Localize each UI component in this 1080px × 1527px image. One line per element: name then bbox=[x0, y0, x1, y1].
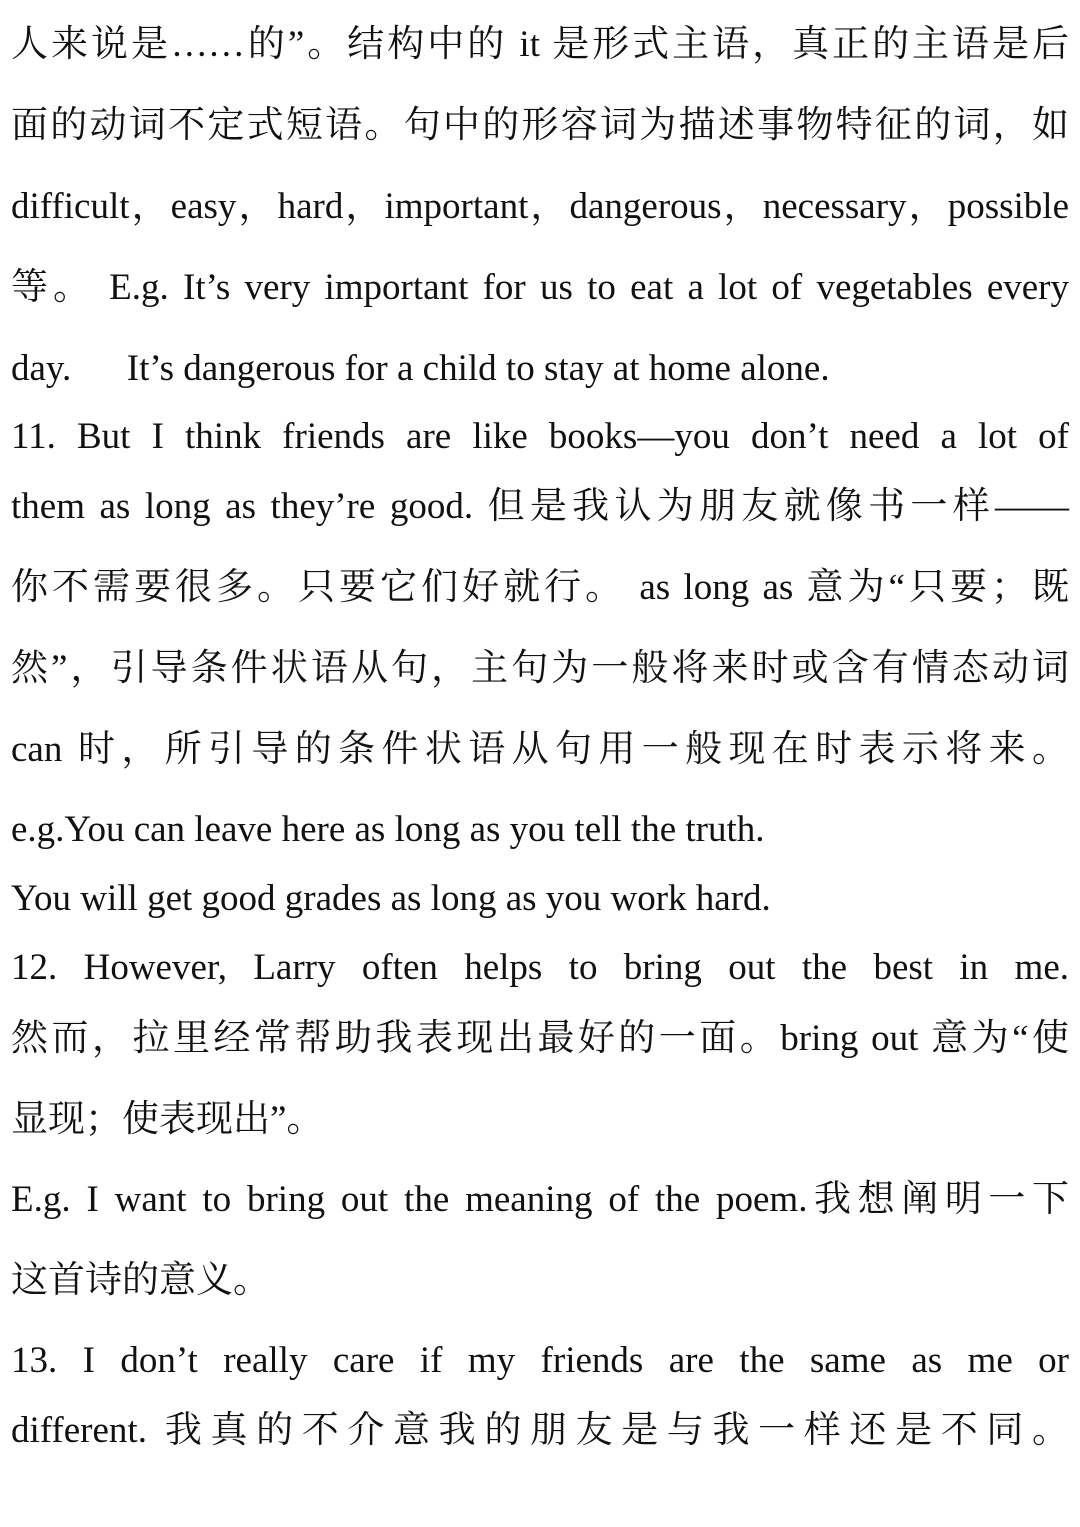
text-line: 然”，引导条件状语从句，主句为一般将来时或含有情态动词 bbox=[11, 648, 1069, 689]
text-line: 然而，拉里经常帮助我表现出最好的一面。bring out 意为“使 bbox=[11, 1018, 1069, 1059]
text-line: You will get good grades as long as you work hard. bbox=[11, 878, 771, 919]
text-line: E.g. I want to bring out the meaning of the poem.我想阐明一下 bbox=[11, 1179, 1069, 1220]
text-line: 你不需要很多。只要它们好就行。 as long as 意为“只要；既 bbox=[11, 567, 1069, 608]
text-line: can 时，所引导的条件状语从句用一般现在时表示将来。 bbox=[11, 729, 1069, 770]
text-line: 11. But I think friends are like books—you don’t need a lot of bbox=[11, 416, 1069, 457]
text-line: 等。 E.g. It’s very important for us to eat a lot of vegetables every bbox=[11, 267, 1069, 308]
text-line: e.g.You can leave here as long as you tell the truth. bbox=[11, 809, 765, 850]
text-line: day. It’s dangerous for a child to stay at home alone. bbox=[11, 348, 830, 389]
text-line: 这首诗的意义。 bbox=[11, 1260, 270, 1301]
text-line: 显现；使表现出”。 bbox=[11, 1099, 324, 1140]
text-line: 面的动词不定式短语。句中的形容词为描述事物特征的词，如 bbox=[11, 105, 1069, 146]
text-line: them as long as they’re good. 但是我认为朋友就像书一样—— bbox=[11, 486, 1069, 527]
text-line: 12. However, Larry often helps to bring out the best in me. bbox=[11, 947, 1069, 988]
text-line: difficult，easy，hard，important，dangerous，necessary，possible bbox=[11, 186, 1069, 227]
text-line: 13. I don’t really care if my friends are the same as me or bbox=[11, 1340, 1069, 1381]
text-line: different. 我真的不介意我的朋友是与我一样还是不同。 bbox=[11, 1410, 1069, 1451]
text-line: 人来说是……的”。结构中的 it 是形式主语，真正的主语是后 bbox=[11, 24, 1069, 65]
